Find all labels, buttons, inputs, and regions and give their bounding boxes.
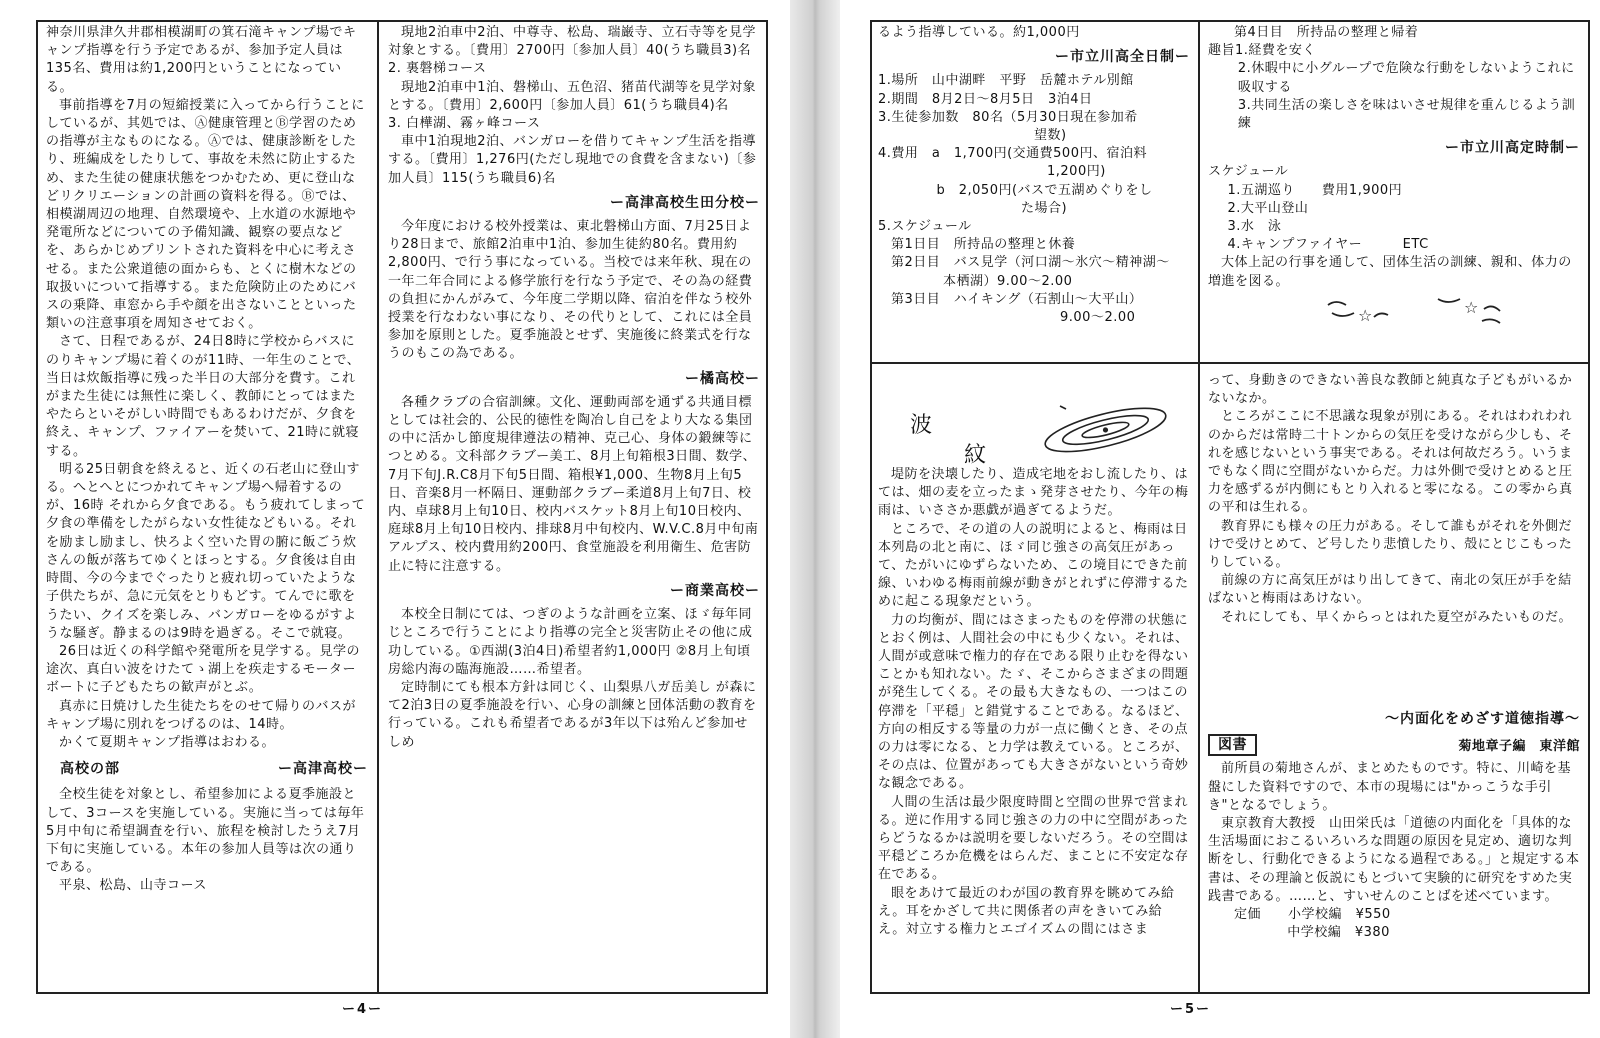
list-item: 2.大平山登山 [1227, 200, 1309, 216]
paragraph: 今年度における校外授業は、東北磐梯山方面、7月25日より28日まで、旅館2泊車中1泊、参加生徒約80名。費用約2,800円、で行う事になっている。当校では来年秋、現在の一年二年合同による修学旅行を行なう予定で、その為の経費の負担にかんがみて、今年度二学期以降、宿泊を伴なう校外授業を行なわない事になり、その代りとして、これには全員参加を原則とした。夏季施設とせず、実施後に終業式を行なうのもこの為である。 [388, 219, 753, 362]
list-item: 望数) [1034, 128, 1067, 144]
book-meta-row [1208, 734, 1580, 756]
paragraph: 事前指導を7月の短縮授業に入ってから行うことにしているが、其処では、Ⓐ健康管理とⒷ学習のための指導が主なものになる。Ⓐでは、健康診断をしたり、班編成をしたりして、事故を未然に防止するため、また生徒の健康状態をつかむため、更に登山などリクリエーションの計画の資料を得る。Ⓑでは、相模湖周辺の地理、自然環境や、上水道の水源地や発電所などについての予備知識、観察の要点などを、あらかじめプリントされた資料を中心に考えさせる。また公衆道徳の面からも、とくに樹木などの取扱いについて指導する。また危険防止のためにバスの乗降、車窓から手や顔を出さないことといった類いの注意事項を周知させておく。 [46, 97, 365, 332]
list-item: 2.休暇中に小グループで危険な行動をしないようこれに吸収する [1237, 61, 1575, 95]
zennichisei-block [878, 24, 1190, 360]
list-item: 3.共同生活の楽しさを味はいさせ規律を重んじるよう訓練 [1237, 97, 1576, 132]
paragraph: 各種クラブの合宿訓練。文化、運動両部を通ずる共通目標としては社会的、公民的徳性を陶冶し自己をより大なる集団の中に活かし節度規律遵法の精神、克己心、身体の鍛練等につとめる。文科部クラブー美工、8月上旬箱根3日間、数学、7月下旬J.R.C8月下旬5日間、箱根¥1,000、生物8月上旬5日、音楽8月一杯隔日、運動部クラブー柔道8月上旬7日、校内、卓球8月上旬10日、校内バスケット8月上旬10日校内、庭球8月上旬10日校内、排球8月中旬校内、W.V.C.8月中旬南アルプス、校内費用約200円、食堂施設を利用衛生、危害防止に特に注意する。 [388, 394, 759, 574]
paragraph: 真赤に日焼けした生徒たちをのせて帰りのバスがキャンプ場に別れをつげるのは、14時。 [46, 698, 357, 732]
school-heading: ー高津高校ー [278, 761, 368, 778]
price-row [1208, 924, 1580, 942]
column-title-2: 紋 [964, 443, 987, 468]
paragraph: ところがここに不思議な現象が別にある。それはわれわれのからだは常時二十トンからの気圧を受けながら少しも、それを感じないという事実である。それは何故だろう。いうまでもなく問に空間がないからだ。力は外側で受けとめると圧力を感ずるが内側にもとり入れると零になる。この零から真の平和は生れる。 [1208, 409, 1573, 516]
list-item: 5.スケジュール [878, 219, 972, 235]
paragraph: それにしても、早くからっとはれた夏空がみたいものだ。 [1221, 609, 1573, 625]
column-2 [388, 24, 760, 986]
paragraph: 教育界にも様々の圧力がある。そして誰もがそれを外側だけで受けとめて、ど号したり悲憤したり、殻にとじこもったりしている。 [1208, 518, 1573, 571]
list-item-value: ETC [1402, 237, 1429, 253]
paragraph: 全校生徒を対象とし、希望参加による夏季施設として、3コースを実施している。実施に当っては毎年5月中旬に希望調査を行い、旅程を検討したうえ7月下旬に実施している。本年の参加人員等は次の通りである。 [46, 787, 365, 876]
page-4 [0, 0, 790, 1038]
list-item: b 2,050円(バスで五湖めぐりをし [936, 182, 1153, 198]
paragraph: 神奈川県津久井郡相模湖町の箕石滝キャンプ場でキャンプ指導を行う予定であるが、参加予定人員は135名、費用は約1,200円ということになっている。 [46, 25, 357, 95]
section-divider [870, 362, 1588, 364]
paragraph: ところで、その道の人の説明によると、梅雨は日本列島の北と南に、ほゞ同じ強さの高気圧があって、たがいにゆずらないため、この境目にできた前線、いわゆる梅雨前線が動きがとれずに停滞するために起こる現象だという。 [878, 521, 1189, 610]
paragraph: 眼をあけて最近のわが国の教育界を眺めてみ給え。耳をかざして共に関係者の声をきいてみ給え。対立する権力とエゴイズムの間にはさま [878, 885, 1175, 938]
section-heading: 高校の部 [60, 761, 120, 778]
list-item: スケジュール [1208, 164, 1289, 180]
list-item: 9.00〜2.00 [1060, 310, 1136, 326]
price-value: ¥380 [1354, 925, 1390, 941]
price-item-label: 小学校編 [1288, 907, 1343, 923]
hamon-column-left [878, 466, 1190, 988]
column-1 [46, 24, 368, 986]
list-item: 1.場所 山中湖畔 平野 岳麓ホテル別館 [878, 73, 1134, 89]
page-number: ー5ー [1170, 1002, 1212, 1017]
svg-text:☆: ☆ [1358, 305, 1373, 325]
paragraph: 堤防を決壊したり、造成宅地をおし流したり、はては、畑の麦を立ったまゝ発芽させたり、今年の梅雨は、いささか悪戯が過ぎてるようだ。 [878, 467, 1189, 519]
school-heading: ー市立川高全日制ー [1055, 49, 1190, 66]
paragraph: かくて夏期キャンプ指導はおわる。 [59, 734, 276, 750]
paragraph: 前所員の菊地さんが、まとめたものです。特に、川崎を基盤にした資料ですので、本市の現場には"かっこうな手引き"となるでしょう。 [1208, 761, 1571, 813]
svg-text:☆: ☆ [1464, 297, 1479, 317]
book-gutter [790, 0, 840, 1038]
school-heading: ー橘高校ー [685, 370, 760, 387]
paragraph: 現地2泊車中1泊、磐梯山、五色沼、猪苗代湖等を見学対象とする。〔費用〕2,600円〔参加人員〕61(うち職員4)名 [388, 79, 757, 113]
list-item: 趣旨1.経費を安く [1208, 43, 1316, 59]
paragraph: 人間の生活は最少限度時間と空間の世界で営まれる。逆に作用する同じ強さの力の中に空間があったらどうなるかは説明を要しないだろう。その空間は平穏どころか危機をはらんだ、まことに不安定な存在である。 [878, 794, 1189, 883]
paragraph: 定時制にても根本方針は同じく、山梨県八ガ岳美し が森にて2泊3日の夏季施設を行い、心身の訓練と団体活動の教育を行っている。これも希望者であるが3年以下は殆んど参加せしめ [388, 679, 757, 750]
list-item: 1,200円) [1047, 164, 1106, 180]
book-review [1208, 704, 1580, 988]
course-heading: 2. 裏磐梯コース [388, 61, 487, 77]
list-item: 第1日目 所持品の整理と休養 [891, 237, 1076, 253]
book-author: 菊地章子編 東洋館 [1458, 739, 1580, 755]
page-5 [840, 0, 1600, 1038]
list-item: た場合) [1021, 200, 1068, 216]
paragraph: 前線の方に高気圧がはり出してきて、南北の気圧が手を結ばないと梅雨はあけない。 [1208, 573, 1572, 607]
ripple-ellipses-icon [1030, 400, 1180, 456]
paragraph: 力の均衡が、間にはさまったものを停滞の状態にとおく例は、人間社会の中にも少くない。それは、人間が或意味で権力的存在である限り止むを得ないことかも知れない。たゞ、そこからさまざまの問題が発生してくる。その最も大きなもの、一つはこの停滞を「平穏」と錯覚することである。なるほど、方向の相反する等量の力が一点に働くとき、その点の力は零になる、と力学は教えている。ところが、その点は、位置があっても大きさがないという奇妙な観念である。 [878, 612, 1189, 792]
paragraph: って、身動きのできない善良な教師と純真な子どもがいるかないなか。 [1208, 373, 1573, 407]
price-row [1208, 906, 1580, 924]
list-item: 3.水 泳 [1227, 219, 1282, 235]
stars-decoration-icon [1318, 291, 1518, 331]
school-heading: ー商業高校ー [670, 582, 760, 599]
section-heading-row [46, 760, 368, 778]
list-item [1208, 182, 1580, 200]
column-divider [1198, 20, 1200, 992]
book-headline: 〜内面化をめざす道徳指導〜 [1385, 711, 1580, 727]
paragraph: 現地2泊車中2泊、中尊寺、松島、瑞巌寺、立石寺等を見学対象とする。〔費用〕2700円〔参加人員〕40(うち職員3)名 [388, 25, 757, 59]
paragraph: さて、日程であるが、24日8時に学校からバスにのりキャンプ場に着くのが11時、一年生のことで、当日は炊飯指導に残った半日の大部分を費す。これがまた生徒には無性に楽しく、教師にとってはまたやたらといそがしい時間でもあるわけだが、夕食を終え、キャンプ、ファイアーを焚いて、21時に就寝する。 [46, 334, 361, 459]
paragraph: 東京教育大教授 山田栄氏は「道徳の内面化を「具体的な生活場面におこるいろいろな問題の原因を見定め、適切な判断をし、行動化できるようになる過程である。」と規定する本書は、その理論と仮説にもとづいて実験的に研究をすめた実践書である。……と、すいせんのことばを述べています。 [1208, 816, 1580, 904]
list-item: 第4日目 所持品の整理と帰着 [1234, 25, 1419, 40]
course-heading: 平泉、松島、山寺コース [59, 878, 207, 894]
paragraph: 明る25日朝食を終えると、近くの石老山に登山する。へとへとにつかれてキャンプ場へ帰着するのが、16時 それから夕食である。もう疲れてしまって夕食の準備をしたがらない女性徒などもいる。それを励まし励まし、快ろよく空いた胃の腑に飯ごう炊さんの飯が落ちてゆくとほっとする。夕食後は自由時間、今の今までぐったりと疲れ切っていたような子供たちが、急に元気をとりもどす。てんでに歌をうたい、クイズを楽しみ、バンガローをゆるがすような騒ぎ。静まるのは9時を過ぎる。そこで就寝。 [46, 461, 366, 641]
teijisei-block [1208, 24, 1580, 360]
page-number: ー4ー [342, 1002, 384, 1017]
price-item-label: 中学校編 [1287, 925, 1342, 941]
paragraph: 本校全日制にては、つぎのような計画を立案、ほゞ毎年同じところで行うことにより指導の完全と災害防止その他に成功している。①西湖(3泊4日)希望者約1,000円 ②8月上旬頃房総内海の臨海施設……希望者。 [388, 607, 753, 677]
price-label: 定価 [1234, 907, 1262, 923]
paragraph: 車中1泊現地2泊、バンガローを借りてキャンプ生活を指導する。〔費用〕1,276円(ただし現地での食費を含まない)〔参加人員〕115(うち職員6)名 [388, 134, 757, 186]
hamon-column-right [1208, 372, 1580, 694]
paragraph: 26日は近くの科学館や発電所を見学する。見学の途次、真白い波をけたてゝ湖上を疾走するモーターボートに子どもたちの歓声がとぶ。 [46, 643, 361, 696]
list-item [1208, 236, 1580, 254]
list-item: 本栖湖）9.00〜2.00 [943, 273, 1073, 289]
list-item-label: 4.キャンプファイヤー [1227, 237, 1363, 253]
book-badge: 図書 [1208, 734, 1257, 756]
list-item: 第3日目 ハイキング（石割山〜大平山） [891, 291, 1143, 307]
paragraph: るよう指導している。約1,000円 [878, 25, 1080, 40]
school-heading: ー高津高校生田分校ー [610, 194, 760, 211]
paragraph: 大体上記の行事を通して、団体生活の訓練、親和、体力の増進を図る。 [1208, 255, 1572, 289]
list-item: 2.期間 8月2日〜8月5日 3泊4日 [878, 91, 1093, 107]
column-divider [377, 20, 379, 992]
column-title-1: 波 [910, 413, 933, 438]
list-item: 4.費用 a 1,700円(交通費500円、宿泊料 [878, 146, 1147, 162]
list-item-value: 費用1,900円 [1321, 182, 1403, 198]
price-value: ¥550 [1355, 907, 1391, 923]
list-item: 3.生徒参加数 80名（5月30日現在参加希 [878, 109, 1138, 125]
course-heading: 3. 白樺湖、霧ヶ峰コース [388, 116, 541, 132]
list-item-label: 1.五湖巡り [1227, 182, 1295, 198]
list-item: 第2日目 バス見学（河口湖〜氷穴〜精神湖〜 [891, 255, 1170, 271]
school-heading: ー市立川高定時制ー [1445, 140, 1580, 157]
